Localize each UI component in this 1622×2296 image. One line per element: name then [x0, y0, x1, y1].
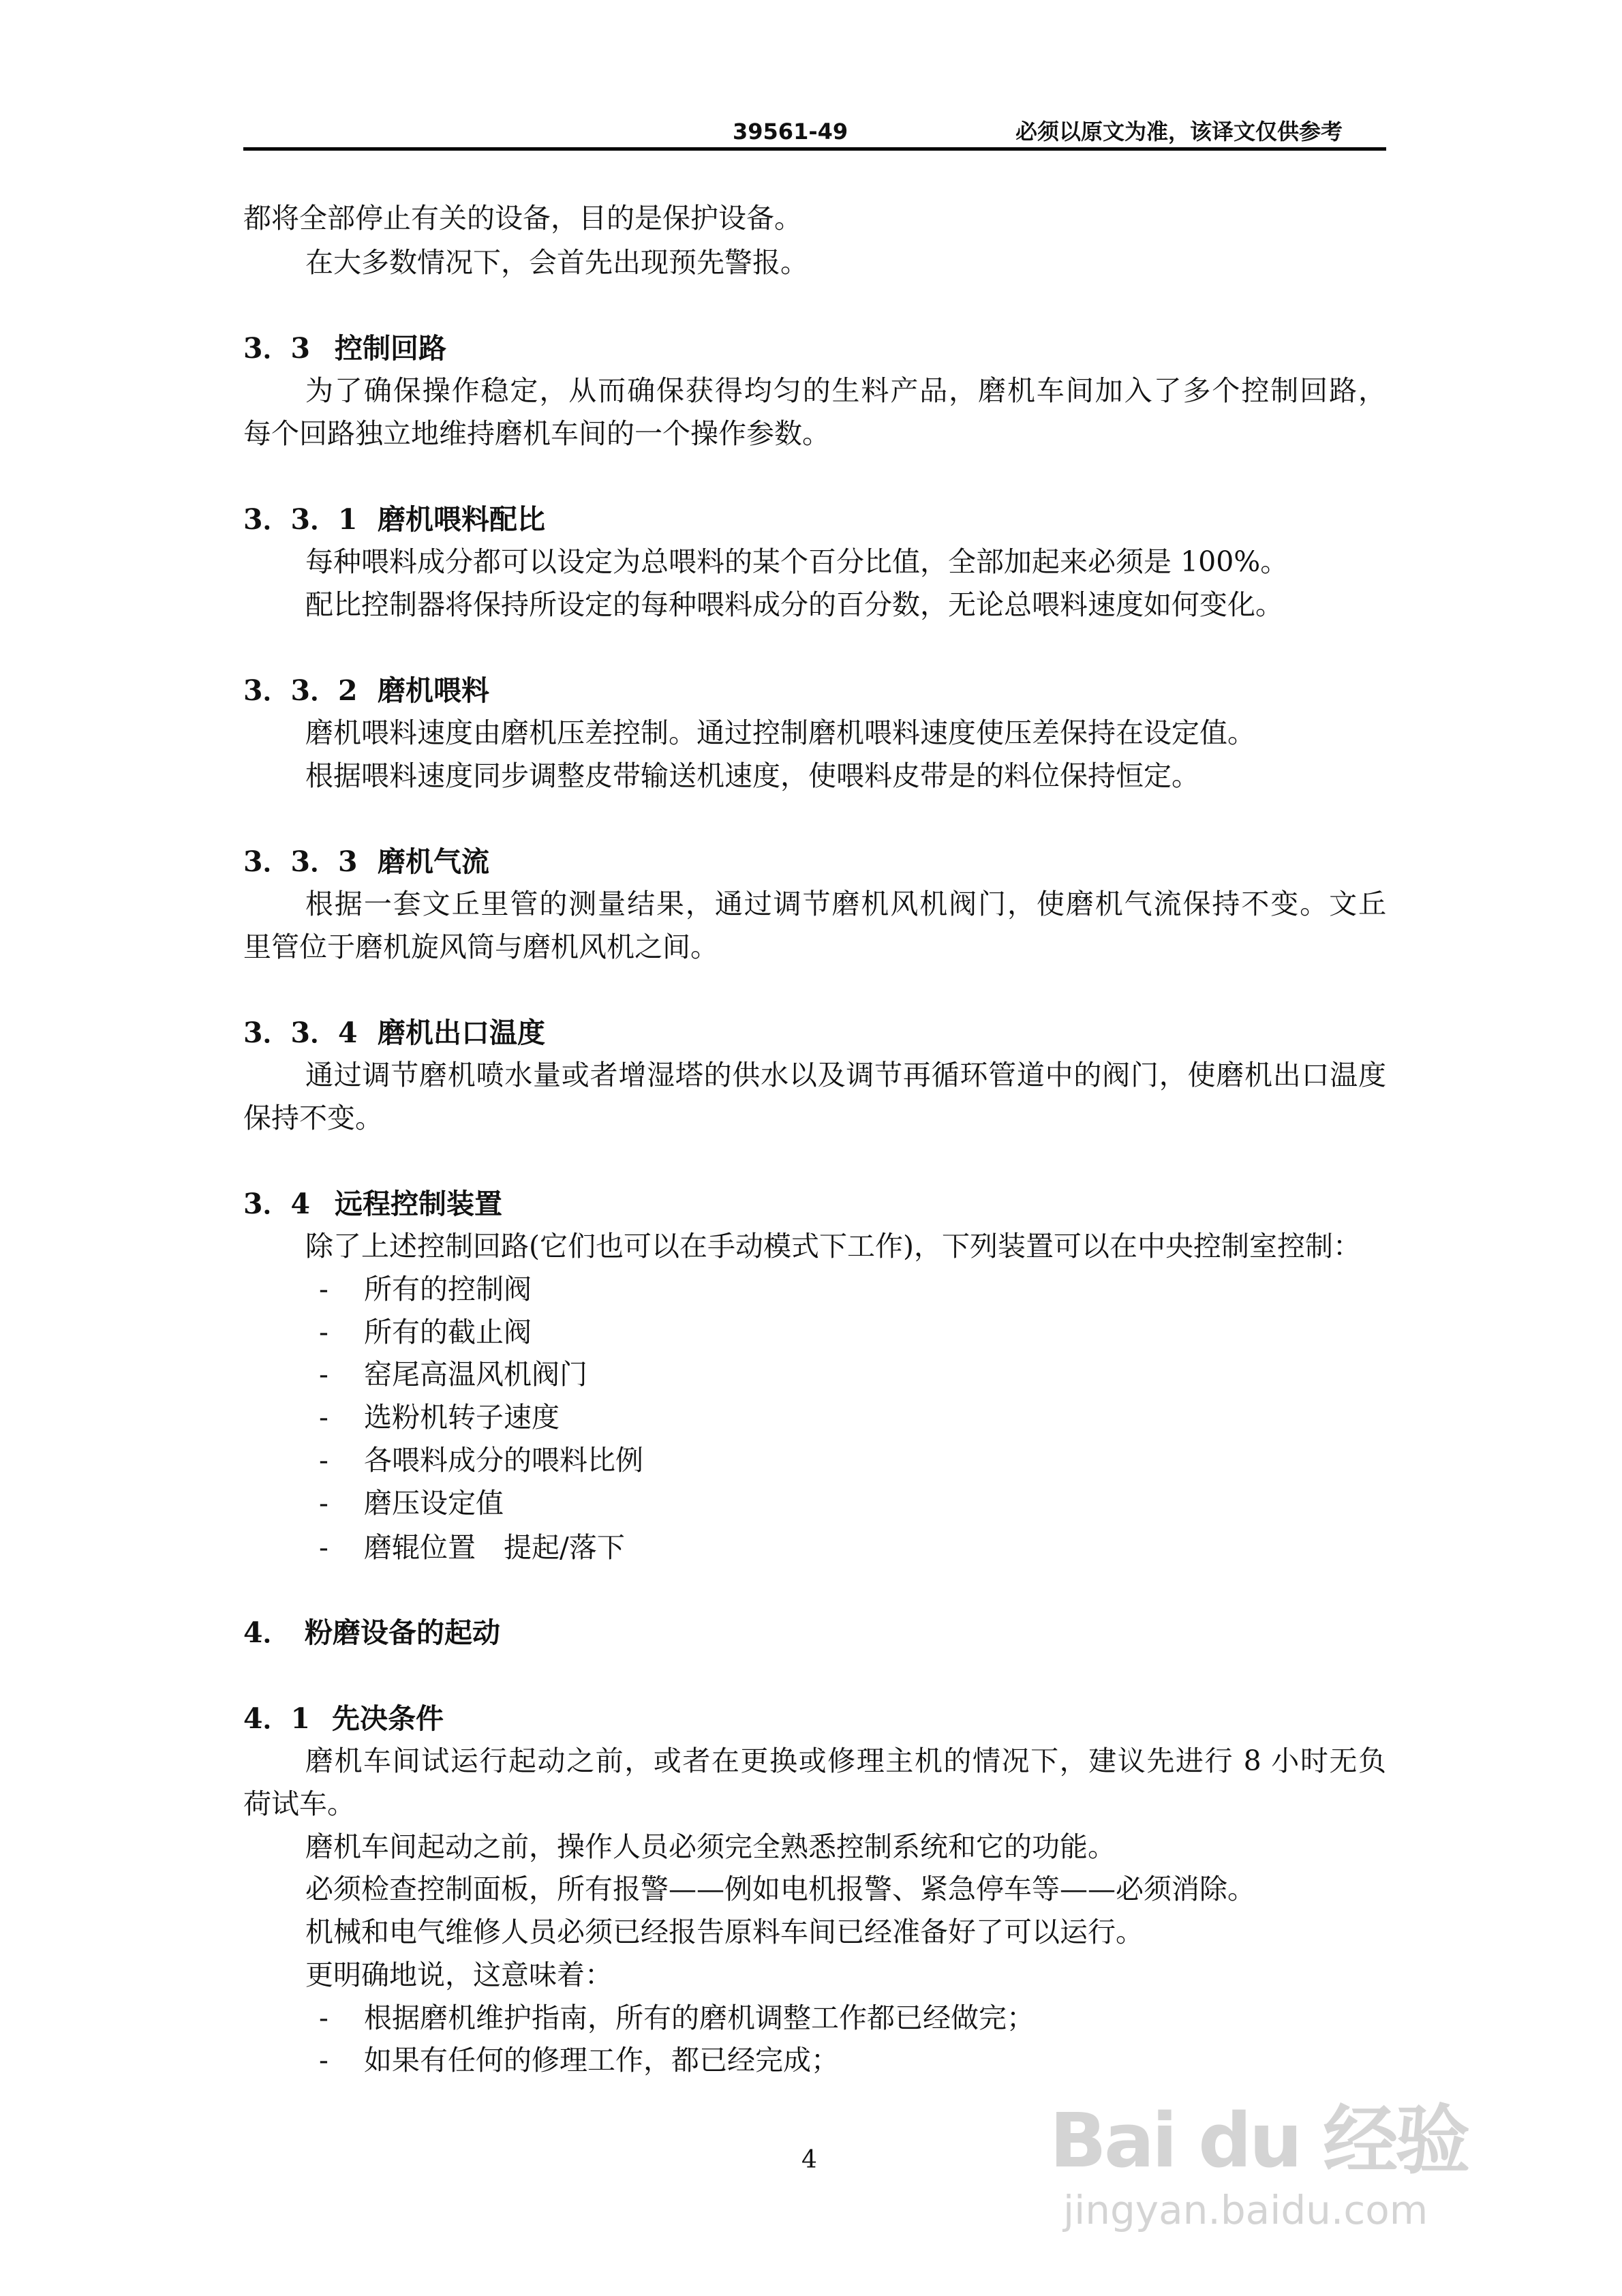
paragraph: 都将全部停止有关的设备，目的是保护设备。 — [243, 202, 802, 235]
list-item: 各喂料成分的喂料比例 — [364, 1444, 643, 1477]
section-number: 3．3．2 — [243, 674, 358, 707]
section-heading-3-3-4 — [243, 1014, 545, 1052]
list-bullet: - — [319, 1487, 328, 1520]
section-title: 远程控制装置 — [335, 1188, 502, 1220]
section-title: 磨机气流 — [378, 845, 489, 878]
paragraph: 每种喂料成分都可以设定为总喂料的某个百分比值，全部加起来必须是 100%。 — [305, 545, 1289, 578]
paragraph: 通过调节磨机喷水量或者增湿塔的供水以及调节再循环管道中的阀门，使磨机出口温度 — [305, 1059, 1386, 1091]
section-number: 4． — [243, 1616, 291, 1649]
section-heading-3-3-1 — [243, 500, 545, 539]
paragraph: 磨机车间试运行起动之前，或者在更换或修理主机的情况下，建议先进行 8 小时无负 — [305, 1744, 1386, 1777]
paragraph: 磨机喂料速度由磨机压差控制。通过控制磨机喂料速度使压差保持在设定值。 — [305, 716, 1255, 749]
list-item: 所有的控制阀 — [364, 1273, 532, 1305]
list-bullet: - — [319, 1531, 328, 1564]
section-heading-3-3-2 — [243, 671, 489, 710]
list-bullet: - — [319, 1401, 328, 1434]
watermark-logo: Bai du 经验 — [1050, 2097, 1468, 2184]
section-number: 3．3 — [243, 332, 311, 365]
section-title: 先决条件 — [332, 1702, 444, 1735]
list-bullet: - — [319, 1358, 328, 1391]
page-number: 4 — [801, 2146, 817, 2174]
section-title: 磨机出口温度 — [378, 1016, 545, 1049]
list-bullet: - — [319, 1273, 328, 1305]
doc-number: 39561-49 — [733, 119, 848, 145]
baidu-jingyan-watermark — [1050, 2097, 1608, 2233]
list-item: 根据磨机维护指南，所有的磨机调整工作都已经做完； — [364, 2002, 1035, 2034]
paragraph: 在大多数情况下，会首先出现预先警报。 — [305, 246, 808, 279]
list-bullet: - — [319, 2044, 328, 2076]
section-heading-3-3 — [243, 329, 446, 367]
section-title: 控制回路 — [335, 332, 446, 365]
paragraph: 除了上述控制回路(它们也可以在手动模式下工作)，下列装置可以在中央控制室控制： — [305, 1230, 1361, 1263]
watermark-url: jingyan.baidu.com — [1063, 2187, 1428, 2233]
paragraph: 配比控制器将保持所设定的每种喂料成分的百分数，无论总喂料速度如何变化。 — [305, 588, 1283, 621]
paragraph: 保持不变。 — [243, 1102, 383, 1134]
section-number: 3．4 — [243, 1188, 311, 1220]
section-title: 粉磨设备的起动 — [305, 1616, 500, 1649]
header-rule — [243, 147, 1386, 151]
paragraph: 每个回路独立地维持磨机车间的一个操作参数。 — [243, 417, 830, 450]
section-heading-4 — [243, 1614, 500, 1652]
section-number: 4．1 — [243, 1702, 311, 1735]
list-bullet: - — [319, 1444, 328, 1477]
section-title: 磨机喂料配比 — [378, 503, 545, 536]
paragraph: 磨机车间起动之前，操作人员必须完全熟悉控制系统和它的功能。 — [305, 1830, 1116, 1863]
section-heading-3-3-3 — [243, 843, 489, 881]
section-heading-4-1 — [243, 1700, 444, 1738]
paragraph: 必须检查控制面板，所有报警——例如电机报警、紧急停车等——必须消除。 — [305, 1873, 1255, 1905]
paragraph: 机械和电气维修人员必须已经报告原料车间已经准备好了可以运行。 — [305, 1916, 1144, 1948]
list-item: 选粉机转子速度 — [364, 1401, 560, 1434]
paragraph: 根据一套文丘里管的测量结果，通过调节磨机风机阀门，使磨机气流保持不变。文丘 — [305, 888, 1386, 920]
section-number: 3．3．1 — [243, 503, 358, 536]
paragraph: 根据喂料速度同步调整皮带输送机速度，使喂料皮带是的料位保持恒定。 — [305, 759, 1199, 792]
section-number: 3．3．4 — [243, 1016, 358, 1049]
list-item: 所有的截止阀 — [364, 1316, 532, 1348]
section-number: 3．3．3 — [243, 845, 358, 878]
paragraph: 为了确保操作稳定，从而确保获得均匀的生料产品，磨机车间加入了多个控制回路， — [305, 374, 1386, 407]
list-item: 磨压设定值 — [364, 1487, 504, 1520]
list-item: 窑尾高温风机阀门 — [364, 1358, 587, 1391]
section-heading-3-4 — [243, 1185, 502, 1223]
header-note: 必须以原文为准，该译文仅供参考 — [1015, 119, 1343, 145]
section-title: 磨机喂料 — [378, 674, 489, 707]
list-bullet: - — [319, 2002, 328, 2034]
list-item: 磨辊位置 提起/落下 — [364, 1531, 625, 1564]
list-item: 如果有任何的修理工作，都已经完成； — [364, 2044, 839, 2076]
paragraph: 里管位于磨机旋风筒与磨机风机之间。 — [243, 931, 718, 963]
paragraph: 荷试车。 — [243, 1787, 355, 1820]
list-bullet: - — [319, 1316, 328, 1348]
paragraph: 更明确地说，这意味着： — [305, 1959, 613, 1991]
